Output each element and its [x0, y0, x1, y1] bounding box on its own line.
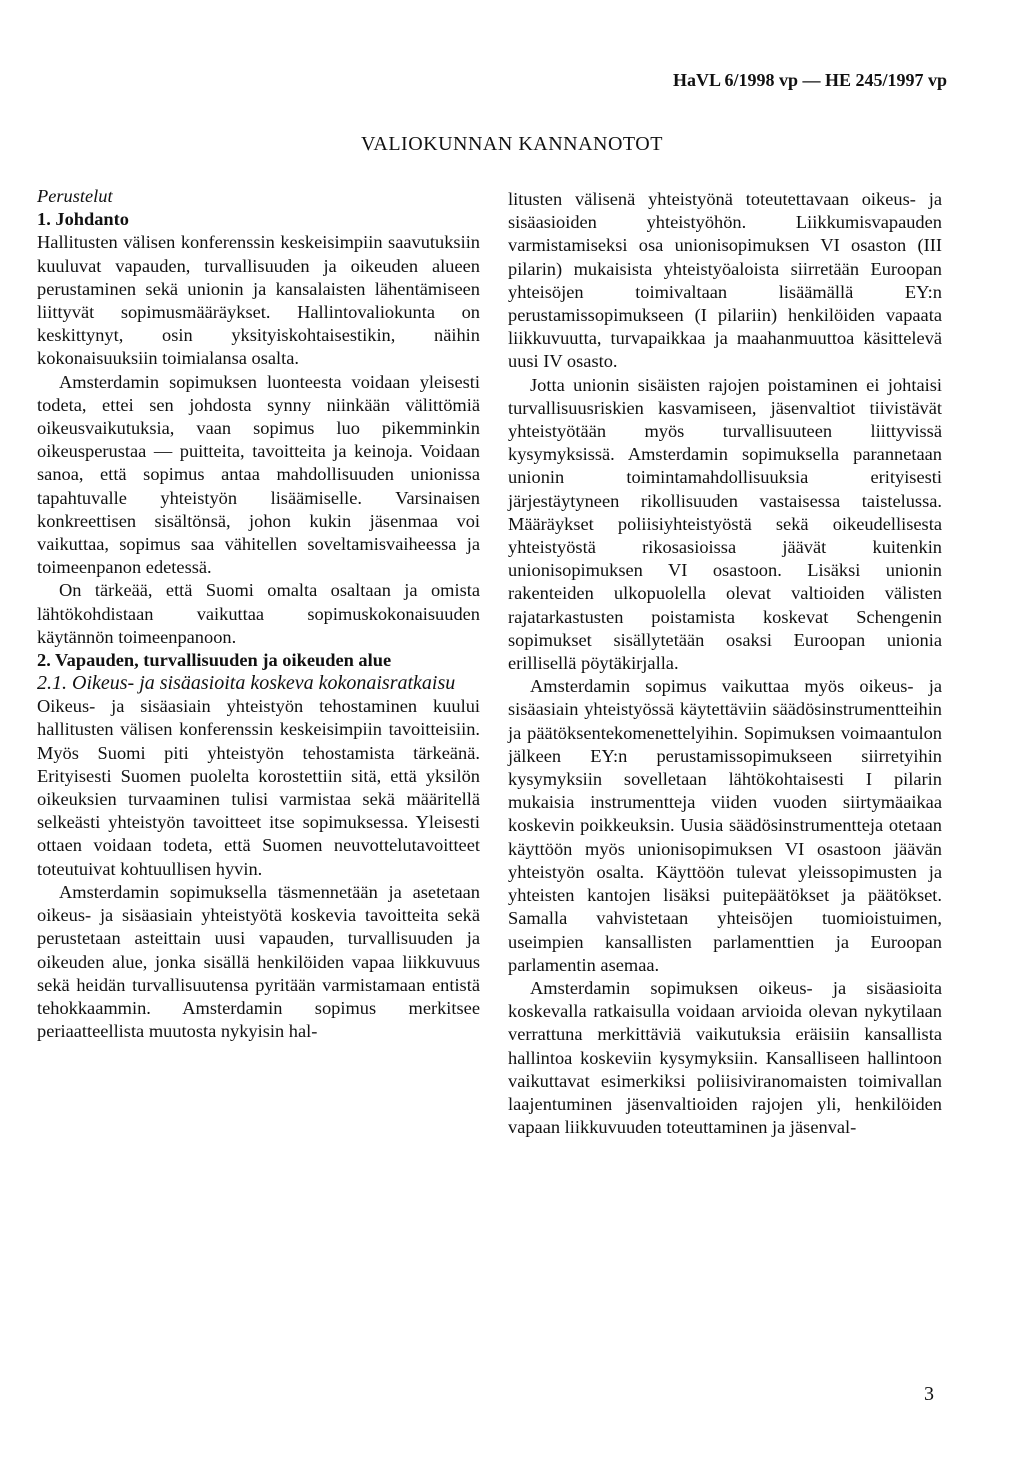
- paragraph: Amsterdamin sopimuksella täsmennetään ja asetetaan oikeus- ja sisäasiain yhteistyötä koskevia tavoitteita sekä perustetaan asteittain uusi vapauden, turvallisuuden ja oikeuden alue, jonka sisällä henkilöiden vapaa liikkuvuus sekä heidän turvallisuutensa pyritään varmistamaan entistä tehokkaammin. Amsterdamin sopimus merkitsee periaatteellista muutosta nykyisin hal-: [37, 881, 480, 1042]
- heading-section-2: 2. Vapauden, turvallisuuden ja oikeuden alue: [37, 650, 392, 671]
- section-title: VALIOKUNNAN KANNANOTOT: [361, 133, 663, 155]
- paragraph: On tärkeää, että Suomi omalta osaltaan ja omista lähtökohdistaan vaikuttaa sopimuskokonaisuuden käytännön toimeenpanoon.: [37, 580, 480, 647]
- paragraph: Amsterdamin sopimuksen oikeus- ja sisäasioita koskevalla ratkaisulla voidaan arvioida olevan nykytilaan verrattuna merkittäviä vaikutuksia eräisiin kansallista hallintoa koskeviin kysymyksiin. Kansalliseen hallintoon vaikuttavat esimerkiksi poliisiviranomaisten toimivallan laajentuminen jäsenvaltioiden rajojen yli, henkilöiden vapaan liikkuvuuden toteuttaminen ja jäsenval-: [508, 977, 942, 1138]
- left-column: [37, 185, 480, 1043]
- page-number: 3: [924, 1383, 934, 1405]
- document-reference: HaVL 6/1998 vp — HE 245/1997 vp: [672, 70, 947, 90]
- paragraph: Amsterdamin sopimus vaikuttaa myös oikeus- ja sisäasiain yhteistyössä käytettäviin säädösinstrumentteihin ja päätöksentekomenettelyihin. Sopimuksen voimaantulon jälkeen EY:n perustamissopimukseen siirretyihin kysymyksiin sovelletaan lähtökohtaisesti I pilarin mukaisia instrumentteja viiden vuoden siirtymäaikaa koskevin poikkeuksin. Uusia säädösinstrumentteja otetaan käyttöön myös unionisopimuksen VI osastoon jäävän yhteistyön osalta. Käyttöön tulevat yleissopimusten ja yhteisten kantojen lisäksi puitepäätökset ja päätökset. Samalla vahvistetaan yhteisöjen tuomioistuimen, useimpien kansallisten parlamenttien ja Euroopan parlamentin asemaa.: [508, 676, 942, 975]
- heading-johdanto: 1. Johdanto: [37, 209, 129, 230]
- paragraph: Oikeus- ja sisäasiain yhteistyön tehostaminen kuului hallitusten välisen konferenssin keskeisimpiin tavoitteisiin. Myös Suomi piti yhteistyön tehostamista tärkeänä. Erityisesti Suomen puolelta korostettiin sitä, että yksilön oikeuksien turvaaminen tulisi varmistaa sekä määritellä selkeästi yhteistyön tavoitteet itse sopimuksessa. Yleisesti ottaen voidaan todeta, että Suomen neuvottelutavoitteet toteutuivat kohtuullisen hyvin.: [37, 696, 480, 879]
- paragraph: litusten välisenä yhteistyönä toteutettavaan oikeus- ja sisäasioiden yhteistyöhön. Liikkumisvapauden varmistamiseksi osa unionisopimuksen VI osaston (III pilarin) mukaisista yhteistyöaloista siirretään Euroopan yhteisöjen toimivaltaan lisäämällä EY:n perustamissopimukseen (I pilariin) henkilöiden vapaata liikkuvuutta, turvapaikkaa ja maahanmuuttoa käsittelevä uusi IV osasto.: [508, 189, 942, 372]
- paragraph: Hallitusten välisen konferenssin keskeisimpiin saavutuksiin kuuluvat vapauden, turvallisuuden ja oikeuden alueen perustaminen sekä unionin ja kansalaisten lähentämiseen liittyvät sopimusmääräykset. Hallintovaliokunta on keskittynyt, osin yksityiskohtaisestikin, näihin kokonaisuuksiin toimialansa osalta.: [37, 232, 480, 369]
- right-column: [508, 188, 942, 1139]
- paragraph: Jotta unionin sisäisten rajojen poistaminen ei johtaisi turvallisuusriskien kasvamiseen, jäsenvaltiot tiivistävät yhteistyötään myös turvallisuuteen liittyvissä kysymyksissä. Amsterdamin sopimuksella parannetaan unionin toimintamahdollisuuksia erityisesti järjestäytyneen rikollisuuden vastaisessa taistelussa. Määräykset poliisiyhteistyöstä sekä oikeudellisesta yhteistyöstä rikosasioissa jäävät kuitenkin unionisopimuksen VI osastoon. Lisäksi unionin rakenteiden ulkopuolella olevat valtioiden välisten rajatarkastusten poistamista koskevat Schengenin sopimukset sisällytetään osaksi Euroopan unionia erillisellä pöytäkirjalla.: [508, 374, 942, 674]
- heading-section-2-1: 2.1. Oikeus- ja sisäasioita koskeva kokonaisratkaisu: [37, 672, 456, 695]
- perustelut-label: Perustelut: [37, 186, 113, 206]
- paragraph: Amsterdamin sopimuksen luonteesta voidaan yleisesti todeta, ettei sen johdosta synny niinkään välittömiä oikeusvaikutuksia, vaan sopimus luo pikemminkin oikeusperustaa — puitteita, tavoitteita ja keinoja. Voidaan sanoa, että sopimus antaa mahdollisuuden unionissa tapahtuvalle yhteistyön lisäämiselle. Varsinaisen konkreettisen sisältönsä, johon kukin jäsenmaa voi vaikuttaa, sopimus saa vähitellen soveltamisvaiheessa ja toimeenpanon edetessä.: [37, 371, 480, 578]
